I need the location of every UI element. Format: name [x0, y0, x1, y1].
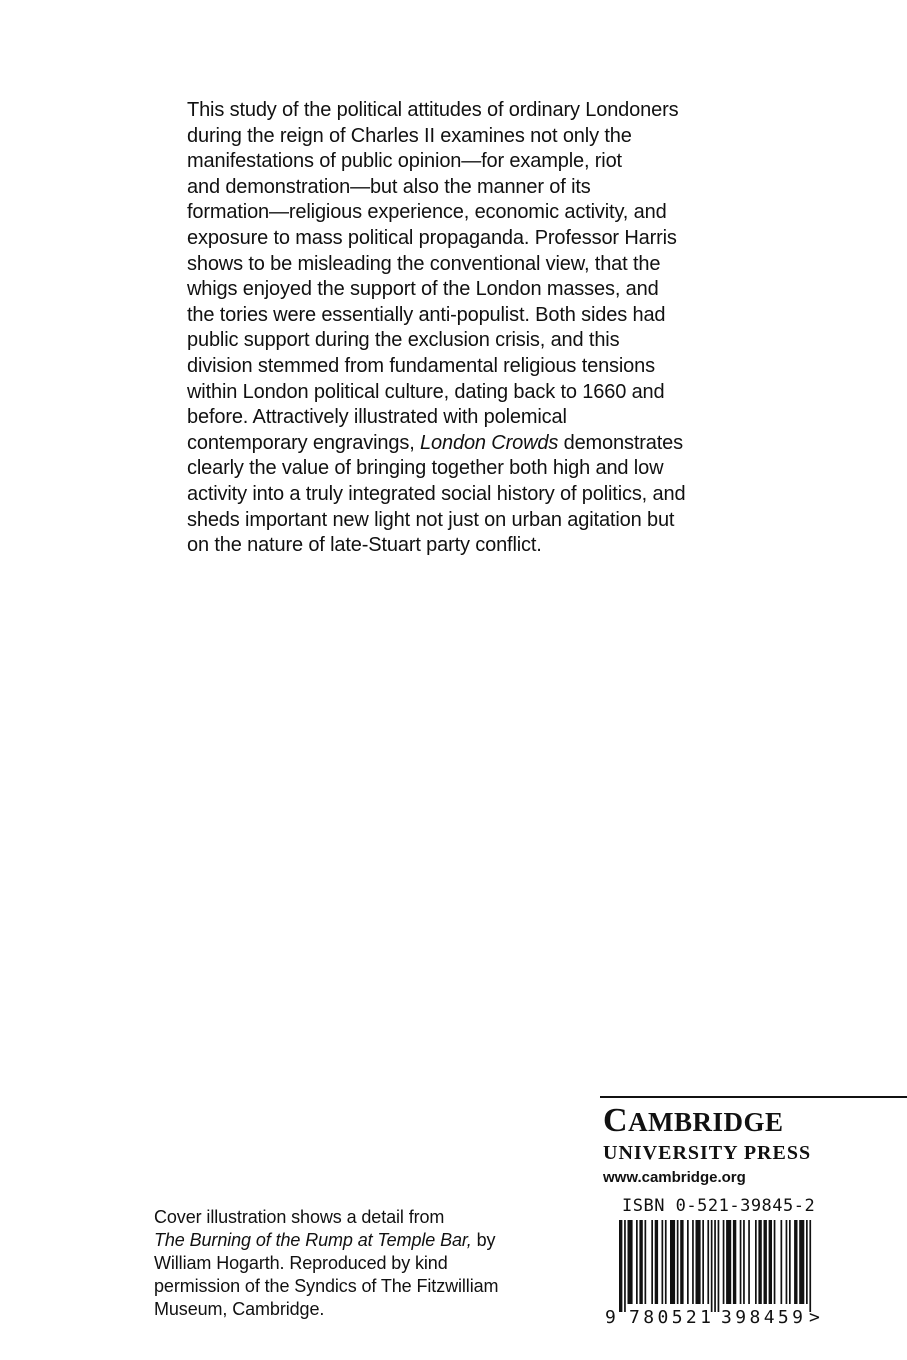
barcode-bar: [799, 1220, 804, 1304]
barcode-bar: [794, 1220, 797, 1304]
barcode-digits-left: 780521: [629, 1307, 711, 1328]
publisher-url: www.cambridge.org: [603, 1169, 746, 1186]
barcode-bar: [764, 1220, 767, 1304]
credit-line-with-title: [154, 1229, 574, 1252]
blurb-text: contemporary engravings,: [187, 431, 421, 454]
barcode-bar: [781, 1220, 783, 1304]
credit-line: Museum, Cambridge.: [154, 1299, 325, 1319]
blurb-line: on the nature of late-Stuart party conflict.: [187, 534, 542, 557]
barcode-bar: [680, 1220, 683, 1304]
barcode-bar: [809, 1220, 811, 1312]
barcode-bar: [651, 1220, 653, 1304]
barcode-bar: [619, 1220, 622, 1312]
barcode-bar: [711, 1220, 713, 1312]
barcode-bar: [665, 1220, 667, 1304]
barcode-bar: [692, 1220, 694, 1304]
description-blurb: [187, 98, 747, 559]
blurb-line: formation—religious experience, economic activity, and: [187, 201, 667, 224]
barcode-bar: [726, 1220, 731, 1304]
barcode-bars: [619, 1220, 811, 1312]
book-title: London Crowds: [420, 431, 559, 454]
blurb-line: shows to be misleading the conventional view, that the: [187, 252, 661, 275]
publisher-name: [603, 1104, 903, 1139]
barcode-digit-trail: >: [809, 1307, 820, 1328]
barcode-bar: [806, 1220, 808, 1304]
publisher-name-initial: C: [603, 1102, 629, 1139]
publisher-name-rest: AMBRIDGE: [628, 1107, 784, 1137]
barcode-bar: [755, 1220, 757, 1304]
barcode-bar: [687, 1220, 689, 1304]
barcode-bar: [645, 1220, 647, 1304]
barcode-bar: [758, 1220, 761, 1304]
publisher-subtitle: UNIVERSITY PRESS: [603, 1142, 812, 1164]
barcode-bar: [733, 1220, 736, 1304]
blurb-line: before. Attractively illustrated with polemical: [187, 406, 567, 429]
barcode-bar: [748, 1220, 750, 1304]
barcode-bar: [769, 1220, 772, 1304]
blurb-line: and demonstration—but also the manner of its: [187, 175, 591, 198]
barcode-bar: [628, 1220, 633, 1304]
barcode-bar: [774, 1220, 776, 1304]
cover-credit: [154, 1206, 574, 1321]
barcode-digits-right: 398459: [721, 1307, 803, 1328]
isbn-label: ISBN 0-521-39845-2: [622, 1196, 816, 1216]
barcode-bar: [636, 1220, 638, 1304]
blurb-line: the tories were essentially anti-populist. Both sides had: [187, 303, 666, 326]
barcode-bar: [789, 1220, 791, 1304]
credit-line: permission of the Syndics of The Fitzwilliam: [154, 1276, 499, 1296]
barcode: [603, 1218, 823, 1328]
barcode-bar: [639, 1220, 642, 1304]
blurb-line-with-title: [187, 431, 747, 457]
blurb-line: public support during the exclusion crisis, and this: [187, 329, 620, 352]
blurb-line: clearly the value of bringing together both high and low: [187, 457, 664, 480]
publisher-block: [603, 1104, 903, 1189]
publisher-divider: [600, 1096, 907, 1098]
barcode-bar: [655, 1220, 658, 1304]
barcode-bar: [743, 1220, 745, 1304]
barcode-bar: [702, 1220, 704, 1304]
barcode-bar: [714, 1220, 716, 1312]
barcode-bar: [662, 1220, 664, 1304]
barcode-bar: [718, 1220, 720, 1312]
barcode-bar: [677, 1220, 679, 1304]
blurb-line: manifestations of public opinion—for example, riot: [187, 150, 622, 173]
barcode-bar: [696, 1220, 701, 1304]
artwork-title: The Burning of the Rump at Temple Bar,: [154, 1230, 472, 1250]
blurb-line: activity into a truly integrated social history of politics, and: [187, 482, 686, 505]
credit-line: Cover illustration shows a detail from: [154, 1207, 445, 1227]
blurb-line: division stemmed from fundamental religious tensions: [187, 354, 655, 377]
blurb-text: demonstrates: [558, 431, 683, 454]
barcode-bar: [707, 1220, 709, 1304]
barcode-bar: [740, 1220, 742, 1304]
barcode-bar: [670, 1220, 675, 1304]
blurb-line: whigs enjoyed the support of the London masses, and: [187, 278, 659, 301]
blurb-line: This study of the political attitudes of ordinary Londoners: [187, 99, 679, 121]
barcode-bar: [723, 1220, 725, 1304]
blurb-line: within London political culture, dating back to 1660 and: [187, 380, 665, 403]
blurb-line: exposure to mass political propaganda. Professor Harris: [187, 226, 677, 249]
credit-text: by: [471, 1230, 496, 1250]
barcode-bar: [624, 1220, 626, 1312]
barcode-digit-lead: 9: [605, 1307, 616, 1328]
credit-line: William Hogarth. Reproduced by kind: [154, 1253, 448, 1273]
blurb-line: sheds important new light not just on urban agitation but: [187, 508, 675, 531]
barcode-bar: [786, 1220, 788, 1304]
blurb-line: during the reign of Charles II examines not only the: [187, 124, 632, 147]
